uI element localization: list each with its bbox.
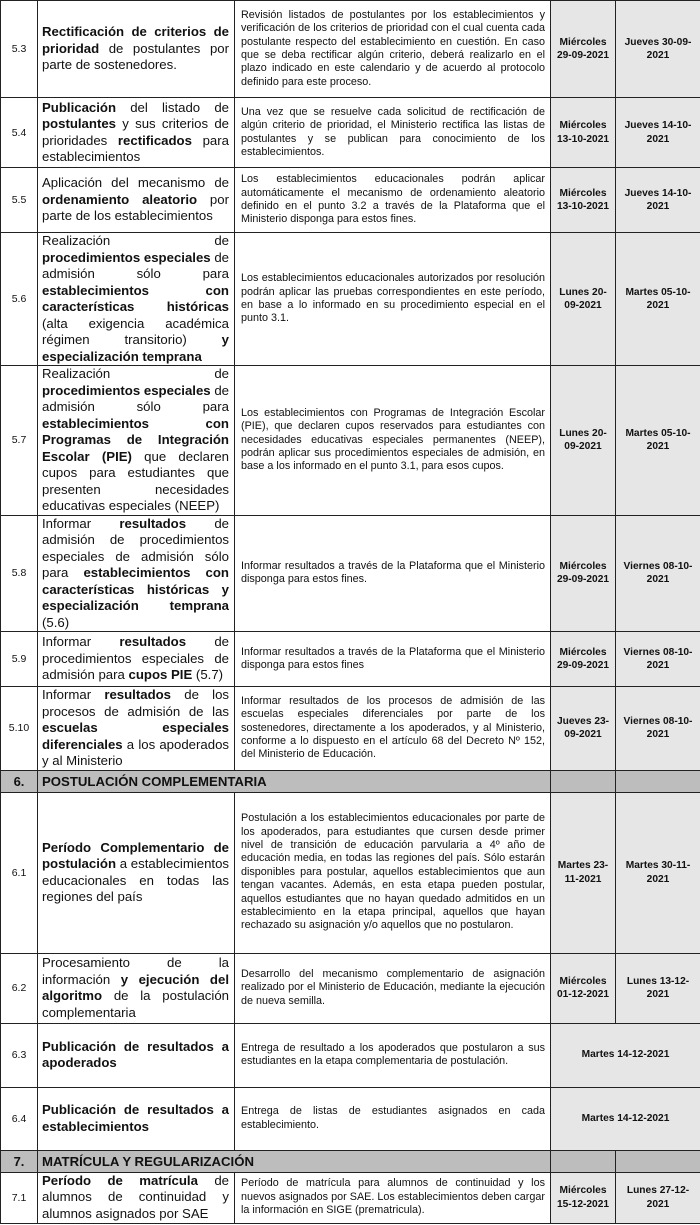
activity-cell bbox=[38, 366, 235, 516]
end-date: Lunes 13-12-2021 bbox=[616, 953, 700, 1023]
activity-text: a establecimientos educacionales en todas las regiones del país bbox=[42, 856, 229, 904]
activity-text: (5.6) bbox=[42, 614, 70, 630]
activity-text: por parte de los establecimientos bbox=[42, 191, 229, 224]
row-number: 6.2 bbox=[1, 953, 38, 1023]
description-cell: Entrega de resultado a los apoderados que postularon a sus estudiantes en la etapa complementaria de postulación. bbox=[235, 1023, 551, 1087]
start-date: Miércoles 13-10-2021 bbox=[551, 168, 616, 233]
activity-cell bbox=[38, 1023, 235, 1087]
activity-text: y especialización temprana bbox=[42, 332, 229, 364]
description-cell: Una vez que se resuelve cada solicitud de rectificación de algún criterio de prioridad, el Ministerio rectifica las listas de postulantes y se publican para conocimiento de los establecimientos. bbox=[235, 98, 551, 168]
activity-text: y sus criterios de prioridades bbox=[42, 116, 229, 148]
activity-cell bbox=[38, 1172, 235, 1223]
activity-text: establecimientos con características históricas y especialización temprana bbox=[42, 565, 229, 613]
table-row bbox=[1, 1023, 700, 1087]
description-cell: Revisión listados de postulantes por los establecimientos y verificación de los criterios de prioridad con el cual cuenta cada postulante respecto del establecimiento en cuestión. En caso que se deba rectificar algún criterio, deberá realizarlo en el plazo indicado en este calendario y de acuerdo al protocolo definido para este proceso. bbox=[235, 1, 551, 98]
activity-text: Publicación bbox=[42, 99, 117, 115]
activity-text: resultados bbox=[119, 634, 187, 650]
activity-text: Realización de bbox=[42, 233, 229, 248]
activity-text: Publicación de resultados a establecimientos bbox=[42, 1102, 229, 1134]
row-number: 6.4 bbox=[1, 1087, 38, 1150]
activity-text: escuelas especiales diferenciales bbox=[42, 720, 229, 752]
activity-text: establecimientos con características históricas bbox=[42, 282, 229, 314]
description-cell: Los establecimientos educacionales autorizados por resolución podrán aplicar las pruebas correspondientes en este período, en base a lo informado en su procedimiento especial en el punto 3.1. bbox=[235, 233, 551, 366]
start-date: Martes 23-11-2021 bbox=[551, 792, 616, 953]
activity-text: Rectificación de criterios de prioridad bbox=[42, 24, 229, 56]
description-cell: Informar resultados de los procesos de admisión de las escuelas especiales diferenciales por parte de los sostenedores, directamente a los apoderados, y al Ministerio, conforme a lo dispuesto en el artículo 68 del Decreto Nº 152, del Ministerio de Educación. bbox=[235, 687, 551, 771]
activity-text: Informar bbox=[42, 515, 120, 531]
description-cell: Los establecimientos educacionales podrán aplicar automáticamente el mecanismo de ordenamiento aleatorio definido en el punto 3.2 a través de la Plataforma que el Ministerio disponga para estos fines. bbox=[235, 168, 551, 233]
activity-text: de alumnos de continuidad y alumnos asignados por SAE bbox=[42, 1172, 229, 1221]
table-row bbox=[1, 366, 700, 516]
activity-cell bbox=[38, 1, 235, 98]
section-title: MATRÍCULA Y REGULARIZACIÓN bbox=[38, 1150, 551, 1172]
activity-text: procedimientos especiales bbox=[42, 249, 211, 265]
activity-text: Publicación de resultados a apoderados bbox=[42, 1038, 229, 1070]
start-date: Miércoles 29-09-2021 bbox=[551, 1, 616, 98]
end-date: Martes 05-10-2021 bbox=[616, 366, 700, 516]
date-cell: Martes 14-12-2021 bbox=[551, 1087, 700, 1150]
activity-text: (5.7) bbox=[192, 667, 224, 683]
table-row bbox=[1, 1172, 700, 1223]
activity-cell bbox=[38, 233, 235, 366]
row-number: 5.7 bbox=[1, 366, 38, 516]
activity-text: postulantes bbox=[42, 116, 117, 131]
table-row bbox=[1, 98, 700, 168]
description-cell: Postulación a los establecimientos educacionales por parte de los apoderados, para estudiantes que cursen desde primer nivel de transición de educación parvularia a 4º año de educación media, en todas las regiones del país. Sólo estarán disponibles para postular, aquellos establecimientos que aun tengan vacantes. Además, en esta etapa pueden postular, aquellos estudiantes que no hayan quedado admitidos en un establecimiento en la etapa principal, aquellos que hayan rechazado su asignación y/o aquellos que no postularon. bbox=[235, 792, 551, 953]
section-number: 6. bbox=[1, 770, 38, 792]
activity-text: Aplicación del mecanismo de bbox=[42, 175, 229, 191]
description-cell: Período de matrícula para alumnos de continuidad y los nuevos asignados por SAE. Los establecimientos deben cargar la información en SIGE (prematricula). bbox=[235, 1172, 551, 1223]
table-row bbox=[1, 1087, 700, 1150]
row-number: 5.4 bbox=[1, 98, 38, 168]
activity-text: Período Complementario de postulación bbox=[42, 839, 229, 871]
description-cell: Informar resultados a través de la Plataforma que el Ministerio disponga para estos fines bbox=[235, 632, 551, 687]
activity-text: Procesamiento de la información bbox=[42, 955, 229, 987]
activity-cell bbox=[38, 98, 235, 168]
activity-text: Período de matrícula bbox=[42, 1172, 198, 1188]
description-cell: Desarrollo del mecanismo complementario de asignación realizado por el Ministerio de Educación, mediante la ejecución de nueva semilla. bbox=[235, 953, 551, 1023]
activity-cell bbox=[38, 1087, 235, 1150]
section-number: 7. bbox=[1, 1150, 38, 1172]
description-cell: Entrega de listas de estudiantes asignados en cada establecimiento. bbox=[235, 1087, 551, 1150]
row-number: 5.10 bbox=[1, 687, 38, 771]
activity-text: resultados bbox=[119, 515, 187, 531]
section-6-header bbox=[1, 770, 700, 792]
activity-text: de los procesos de admisión de las bbox=[42, 687, 230, 719]
activity-text: y ejecución del algoritmo bbox=[42, 971, 229, 1003]
description-cell: Los establecimientos con Programas de Integración Escolar (PIE), que declaren cupos reservados para estudiantes con necesidades educativas especiales permanentes (NEEP), podrán aplicar sus procedimientos especiales de admisión, en base a los informado en el punto 3.1, para esos cupos. bbox=[235, 366, 551, 516]
date-cell: Martes 14-12-2021 bbox=[551, 1023, 700, 1087]
table-row bbox=[1, 1, 700, 98]
end-date: Martes 30-11-2021 bbox=[616, 792, 700, 953]
activity-text: de la postulación complementaria bbox=[42, 988, 229, 1020]
start-date: Miércoles 29-09-2021 bbox=[551, 515, 616, 632]
description-cell: Informar resultados a través de la Plataforma que el Ministerio disponga para estos fines. bbox=[235, 515, 551, 632]
row-number: 6.3 bbox=[1, 1023, 38, 1087]
end-date: Jueves 14-10-2021 bbox=[616, 168, 700, 233]
start-date: Lunes 20-09-2021 bbox=[551, 233, 616, 366]
end-date: Viernes 08-10-2021 bbox=[616, 515, 700, 632]
end-date: Martes 05-10-2021 bbox=[616, 233, 700, 366]
activity-text: de admisión sólo para bbox=[42, 249, 229, 281]
end-date: Jueves 30-09-2021 bbox=[616, 1, 700, 98]
activity-text: ordenamiento aleatorio bbox=[42, 191, 198, 207]
activity-text: de admisión de procedimientos especiales de admisión sólo para bbox=[42, 515, 229, 580]
activity-cell bbox=[38, 792, 235, 953]
activity-cell bbox=[38, 168, 235, 233]
activity-text: (alta exigencia académica régimen transitorio) bbox=[42, 315, 229, 347]
activity-cell bbox=[38, 515, 235, 632]
row-number: 5.6 bbox=[1, 233, 38, 366]
activity-text: rectificados bbox=[117, 132, 192, 148]
activity-cell bbox=[38, 953, 235, 1023]
start-date: Miércoles 15-12-2021 bbox=[551, 1172, 616, 1223]
row-number: 6.1 bbox=[1, 792, 38, 953]
start-date: Lunes 20-09-2021 bbox=[551, 366, 616, 516]
table-row bbox=[1, 632, 700, 687]
table-row bbox=[1, 515, 700, 632]
activity-text: que declaren cupos para estudiantes que presenten necesidades educativas especiales (NEEP) bbox=[42, 448, 230, 513]
table-row bbox=[1, 687, 700, 771]
start-date: Miércoles 01-12-2021 bbox=[551, 953, 616, 1023]
activity-cell bbox=[38, 687, 235, 771]
start-date: Jueves 23-09-2021 bbox=[551, 687, 616, 771]
activity-text: Realización de bbox=[42, 366, 229, 381]
row-number: 5.5 bbox=[1, 168, 38, 233]
end-date: Viernes 08-10-2021 bbox=[616, 632, 700, 687]
row-number: 5.8 bbox=[1, 515, 38, 632]
row-number: 7.1 bbox=[1, 1172, 38, 1223]
start-date: Miércoles 13-10-2021 bbox=[551, 98, 616, 168]
end-date: Viernes 08-10-2021 bbox=[616, 687, 700, 771]
row-number: 5.3 bbox=[1, 1, 38, 98]
row-number: 5.9 bbox=[1, 632, 38, 687]
start-date: Miércoles 29-09-2021 bbox=[551, 632, 616, 687]
section-7-header bbox=[1, 1150, 700, 1172]
activity-cell bbox=[38, 632, 235, 687]
end-date: Lunes 27-12-2021 bbox=[616, 1172, 700, 1223]
activity-text: resultados bbox=[104, 687, 172, 702]
table-row bbox=[1, 233, 700, 366]
table-row bbox=[1, 168, 700, 233]
activity-text: de procedimientos especiales de admisión para bbox=[42, 634, 229, 683]
activity-text: para establecimientos bbox=[42, 132, 229, 164]
end-date: Jueves 14-10-2021 bbox=[616, 98, 700, 168]
activity-text: cupos PIE bbox=[128, 667, 193, 683]
activity-text: Informar bbox=[42, 634, 120, 650]
table-row bbox=[1, 792, 700, 953]
activity-text: a los apoderados y al Ministerio bbox=[42, 736, 229, 768]
activity-text: establecimientos con Programas de Integración Escolar (PIE) bbox=[42, 415, 229, 464]
table-row bbox=[1, 953, 700, 1023]
activity-text: procedimientos especiales bbox=[42, 382, 211, 398]
activity-text: de admisión sólo para bbox=[42, 382, 229, 414]
section-title: POSTULACIÓN COMPLEMENTARIA bbox=[38, 770, 551, 792]
activity-text: Informar bbox=[42, 687, 105, 702]
activity-text: de postulantes por parte de sostenedores. bbox=[42, 40, 229, 73]
activity-text: del listado de bbox=[116, 99, 229, 115]
